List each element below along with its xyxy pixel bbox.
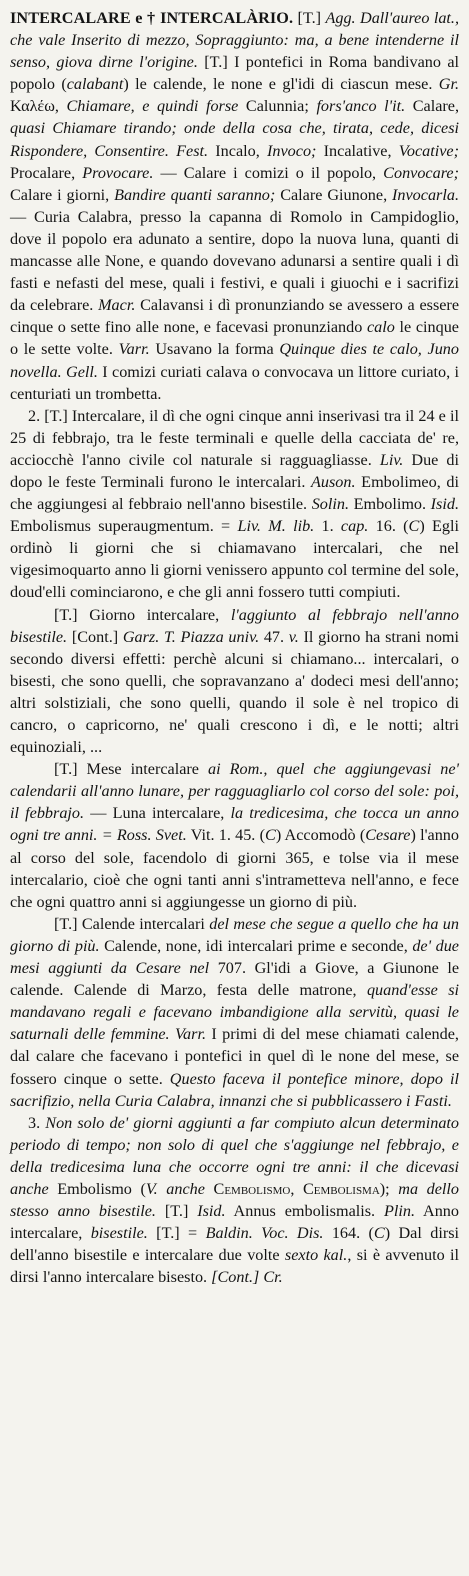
subsense-mese-intercalare: [T.] Mese intercalare ai Rom., quel che aggiungevasi ne' calendarii all'anno lunare, per ragguagliarlo col corso del sole: poi, il febbrajo. — Luna intercalare, la tredicesima, che tocca un anno ogni tre anni. = Ross. Svet. Vit. 1. 45. (C) Accomodò (Cesare) l'anno al corso del sole, facendolo di giorni 365, e tolse via il mese intercalario, cioè che ogni tanti anni s'intrametteva nell'anno, e fece che ogni quattro anni si aggiungesse un giorno di più. bbox=[10, 760, 459, 911]
sense-paragraph-2: 2. [T.] Intercalare, il dì che ogni cinque anni inserivasi tra il 24 e il 25 di febbrajo, tra le feste terminali e quelle della cacciata de' re, acciocchè l'anno civile col naturale si ragguagliasse. Liv. Due di dopo le feste Terminali furono le intercalari. Auson. Embolimeo, di che aggiungesi al febbraio nell'anno bisestile. Solin. Embolimo. Isid. Embolismus superaugmentum. = Liv. M. lib. 1. cap. 16. (C) Egli ordinò li giorni che si chiamavano intercalari, che nel vigesimoquarto anno li giorni venissero appunto col termine del sole, doud'elli cominciarono, e che gli anni fossero tutti compiuti. bbox=[10, 406, 459, 602]
sense-paragraph-3: 3. Non solo de' giorni aggiunti a far compiuto alcun determinato periodo di tempo; non solo di quel che s'aggiunge nel febbrajo, e della tredicesima luna che occorre ogni tre anni: il che dicevasi anche Embolismo (V. anche Cembolismo, Cembolisma); ma dello stesso anno bisestile. [T.] Isid. Annus embolismalis. Plin. Anno intercalare, bisestile. [T.] = Baldin. Voc. Dis. 164. (C) Dal dirsi dell'anno bisestile e intercalare due volte sexto kal., si è avvenuto il dirsi l'anno intercalare bisesto. [Cont.] Cr. bbox=[10, 1113, 460, 1287]
entry-paragraph-1: INTERCALARE e † INTERCALÀRIO. [T.] Agg. Dall'aureo lat., che vale Inserito di mezzo, Sopraggiunto: ma, a bene intenderne il senso, giova dirne l'origine. [T.] I pontefici in Roma bandivano al popolo (calabant) le calende, le none e gl'idi di ciascun mese. Gr. Καλέω, Chiamare, e quindi forse Calunnia; fors'anco l'it. Calare, quasi Chiamare tirando; onde della cosa che, tirata, cede, dicesi Rispondere, Consentire. Fest. Incalo, Invoco; Incalative, Vocative; Procalare, Provocare. — Calare i comizi o il popolo, Convocare; Calare i giorni, Bandire quanti saranno; Calare Giunone, Invocarla. — Curia Calabra, presso la capanna di Romolo in Campidoglio, dove il popolo era adunato a sentire, dopo la nuova luna, quanti di mancasse alle None, e quando dovevano adunarsi a sentire quali i dì fasti e nefasti del mese, quali i festivi, e quali i giuochi e i sacrifizi da celebrare. Macr. Calavansi i dì pronunziando se avessero a essere cinque o sette fino alle none, e facevasi pronunziando calo le cinque o le sette volte. Varr. Usavano la forma Quinque dies te calo, Juno novella. Gell. I comizi curiati calava o convocava un littore curiato, i centuriati un trombetta. bbox=[10, 9, 460, 403]
subsense-calende-intercalari: [T.] Calende intercalari del mese che segue a quello che ha un giorno di più. Calende, none, idi intercalari prime e seconde, de' due mesi aggiunti da Cesare nel 707. Gl'idi a Giove, a Giunone le calende. Calende di Marzo, festa delle matrone, quand'esse si mandavano regali e facevano imbandigione alla servitù, quasi le saturnali delle femmine. Varr. I primi di del mese chiamati calende, dal calare che facevano i pontefici in quel dì le none del mese, se fossero cinque o sette. Questo faceva il pontefice minore, dopo il sacrifizio, nella Curia Calabra, innanzi che si pubblicassero i Fasti. bbox=[10, 914, 459, 1110]
subsense-giorno-intercalare: [T.] Giorno intercalare, l'aggiunto al febbrajo nell'anno bisestile. [Cont.] Garz. T. Piazza univ. 47. v. Il giorno ha strani nomi secondo diversi effetti: perchè alcuni si chiamano... intercalari, o bisesti, che sono quelli, che sopravanzano a' dodeci mesi dell'anno; altri solstiziali, che sono quelli, quando il sole è nel tropico di cancro, o capricorno, ne' quali crescono i dì, e le notti; altri equinoziali, ... bbox=[10, 605, 460, 757]
entry-headword: INTERCALARE e † INTERCALÀRIO. bbox=[10, 9, 294, 27]
